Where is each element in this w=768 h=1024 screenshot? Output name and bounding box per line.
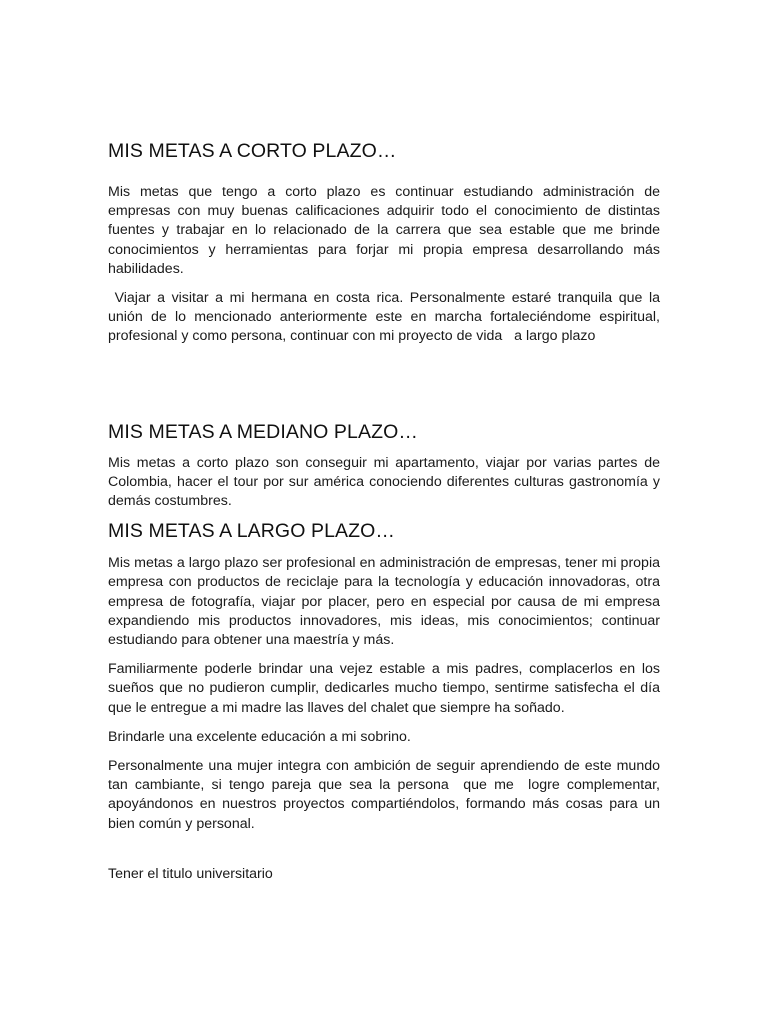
paragraph-long-term-personal: Personalmente una mujer integra con ambición de seguir aprendiendo de este mundo tan cambiante, si tengo pareja que sea la persona que me logre complementar, apoyándonos en nuestros proyectos compartiéndolos, formando más cosas para un bien común y personal. <box>108 758 664 832</box>
paragraph-long-term-family: Familiarmente poderle brindar una vejez estable a mis padres, complacerlos en los sueños que no pudieron cumplir, dedicarles mucho tiempo, sentirme satisfecha el día que le entregue a mi madre las llaves del chalet que siempre ha soñado. <box>108 661 660 716</box>
section-title-long-term: MIS METAS A LARGO PLAZO… <box>108 520 396 543</box>
paragraph-short-term-studies: Mis metas que tengo a corto plazo es continuar estudiando administración de empresas con muy buenas calificaciones adquirir todo el conocimiento de distintas fuentes y trabajar en lo relacionado de la carrera que sea estable que me brinde conocimientos y herramientas para forjar mi propia empresa desarrollando más habilidades. <box>108 184 660 277</box>
paragraph-long-term-professional: Mis metas a largo plazo ser profesional en administración de empresas, tener mi propia empresa con productos de reciclaje para la tecnología y educación innovadoras, otra empresa de fotografía, viajar por placer, pero en especial por causa de mi empresa expandiendo mis productos innovadores, mis ideas, mis conocimientos; continuar estudiando para obtener una maestría y más. <box>108 555 660 649</box>
paragraph-long-term-degree: Tener el titulo universitario <box>108 865 273 882</box>
paragraph-long-term-nephew: Brindarle una excelente educación a mi sobrino. <box>108 728 411 745</box>
section-title-short-term: MIS METAS A CORTO PLAZO… <box>108 140 397 162</box>
paragraph-medium-term: Mis metas a corto plazo son conseguir mi apartamento, viajar por varias partes de Colombia, hacer el tour por sur américa conociendo diferentes culturas gastronomía y demás costumbres. <box>108 454 660 510</box>
paragraph-short-term-travel: Viajar a visitar a mi hermana en costa rica. Personalmente estaré tranquila que la unión de lo mencionado anteriormente este en marcha fortaleciéndome espiritual, profesional y como persona, continuar con mi proyecto de vida a largo plazo <box>108 290 664 345</box>
document-body <box>108 139 664 884</box>
section-title-medium-term: MIS METAS A MEDIANO PLAZO… <box>108 420 418 443</box>
